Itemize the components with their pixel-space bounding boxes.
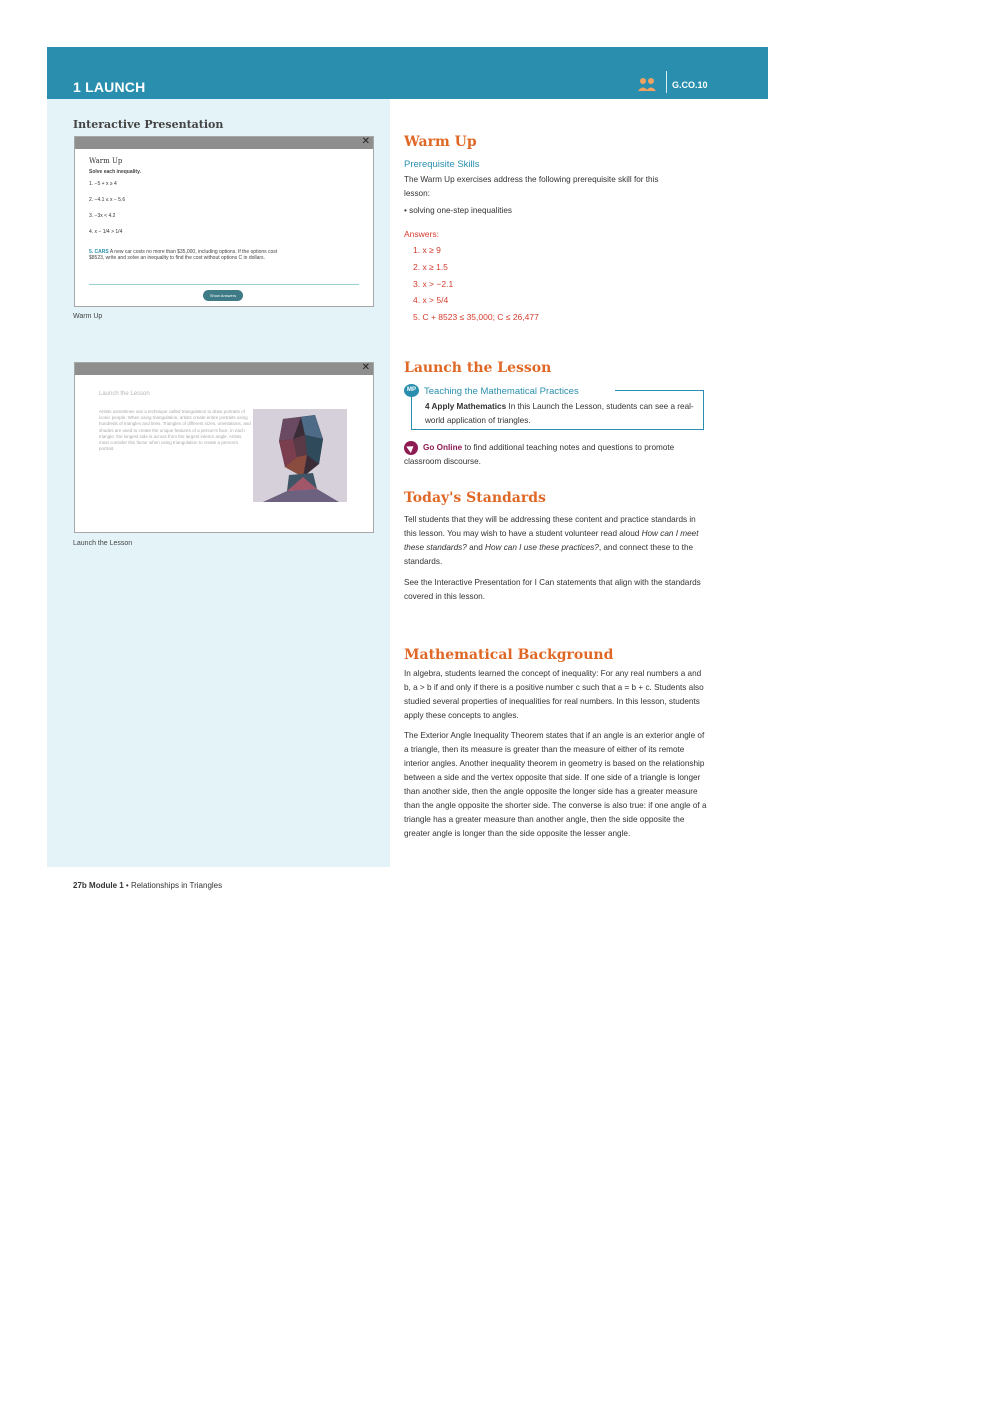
page-number: 27b [73, 881, 87, 890]
background-paragraph-1: In algebra, students learned the concept of inequality: For any real numbers a and b, a > b if and only if there is a positive number c such that a = b + c. Students also studied several properties of inequalities for real numbers. In this lesson, students apply these concepts to angles. [404, 669, 704, 720]
launch-caption: Launch the Lesson [73, 540, 133, 547]
card-subtitle: Solve each inequality. [89, 169, 141, 175]
banner-divider [666, 71, 667, 93]
prerequisite-subheading: Prerequisite Skills [404, 159, 480, 170]
mp-label: Teaching the Mathematical Practices [424, 386, 579, 397]
launch-heading: Launch the Lesson [404, 360, 552, 376]
standards-paragraph-2: See the Interactive Presentation for I Can statements that align with the standards covered in this lesson. [404, 578, 701, 601]
answer-item: 1. x ≥ 9 [413, 245, 441, 255]
problem-text: A new car costs no more than $35,000, including options. If the options cost $8523, write and solve an inequality to find the cost without options C in dollars. [89, 249, 278, 261]
card-problem [89, 249, 279, 261]
mp-practice-title: 4 Apply Mathematics [425, 402, 507, 411]
standard-code: G.CO.10 [672, 80, 708, 90]
standards-paragraph [404, 513, 709, 569]
card-text: Artists sometimes use a technique called triangulation to draw portraits of iconic people. When using triangulation, artists create entire portraits using hundreds of triangles and lines. Triangles of different sizes, orientations, and shades are used to create the unique features of a person's face. In each triangle, the longest side is across from the largest interior angle. Artists must consider this factor when using triangulation to create a person's portrait. [99, 409, 251, 452]
answer-item: 2. x ≥ 1.5 [413, 262, 448, 272]
answer-item: 3. x > −2.1 [413, 279, 454, 289]
skill-bullet: • solving one-step inequalities [404, 206, 513, 215]
panel-heading: Interactive Presentation [73, 118, 224, 131]
go-online-link[interactable]: Go Online [423, 443, 463, 452]
card-item: 1. −5 + x ≥ 4 [89, 181, 117, 187]
card-title: Warm Up [89, 157, 123, 165]
answers-label: Answers: [404, 229, 439, 239]
standards-heading: Today's Standards [404, 490, 546, 506]
section-banner [47, 47, 768, 99]
close-icon[interactable]: ✕ [361, 362, 370, 373]
close-icon[interactable]: ✕ [361, 136, 370, 147]
background-paragraph-2: The Exterior Angle Inequality Theorem states that if an angle is an exterior angle of a triangle, then its measure is greater than the measure of either of its remote interior angles. Another inequality theorem in geometry is based on the relationship between a side and the vertex opposite that side. If one side of a triangle is longer than another side, then the angle opposite the longer side has a greater measure than the angle opposite the shorter side. The converse is also true: if one angle of a triangle has a greater measure than another angle, then the side opposite the greater angle is longer than the side opposite the lesser angle. [404, 731, 707, 838]
group-people-icon [638, 77, 656, 91]
answer-item: 5. C + 8523 ≤ 35,000; C ≤ 26,477 [413, 312, 539, 322]
go-online-description: to find additional teaching notes and questions to promote classroom discourse. [404, 443, 675, 466]
answer-item: 4. x > 5/4 [413, 295, 449, 305]
footer-separator: • [123, 881, 131, 890]
text-run: How can I use these practices? [485, 543, 599, 552]
card-title: Launch the Lesson [99, 391, 150, 397]
text-run: , and connect these to the standards. [404, 543, 694, 566]
window-titlebar [75, 137, 373, 149]
mp-description: In this Launch the Lesson, students can see a real-world application of triangles. [425, 402, 694, 425]
text-run: and [466, 543, 486, 552]
section-title: 1 LAUNCH [73, 79, 146, 95]
window-titlebar [75, 363, 373, 375]
mathematical-practices-icon: MP [404, 384, 419, 397]
module-title: Relationships in Triangles [130, 881, 223, 890]
warm-up-intro: The Warm Up exercises address the following prerequisite skill for this lesson: [404, 175, 659, 198]
problem-label: 5. CARS [89, 249, 109, 255]
card-item: 2. −4.1 ≤ x − 5.6 [89, 197, 126, 203]
warm-up-caption: Warm Up [73, 313, 103, 320]
module-label: Module 1 [89, 881, 124, 890]
go-online-text [404, 441, 709, 469]
triangulated-portrait-image [253, 409, 347, 502]
show-answers-button[interactable]: Show Answers [203, 290, 243, 301]
interactive-presentation-panel [47, 99, 390, 867]
card-item: 3. −3x < 4.2 [89, 213, 116, 219]
text-run: Tell students that they will be addressing these content and practice standards in this lesson. You may wish to have a student volunteer read aloud [404, 515, 696, 538]
page-footer [73, 881, 222, 890]
text-run: How can I meet these standards? [404, 529, 699, 552]
divider [89, 284, 359, 285]
warm-up-heading: Warm Up [404, 134, 477, 150]
warm-up-screenshot[interactable] [74, 136, 374, 307]
launch-lesson-screenshot[interactable] [74, 362, 374, 533]
mp-text [425, 400, 700, 428]
background-heading: Mathematical Background [404, 647, 614, 663]
card-item: 4. x − 1/4 > 1/4 [89, 229, 123, 235]
